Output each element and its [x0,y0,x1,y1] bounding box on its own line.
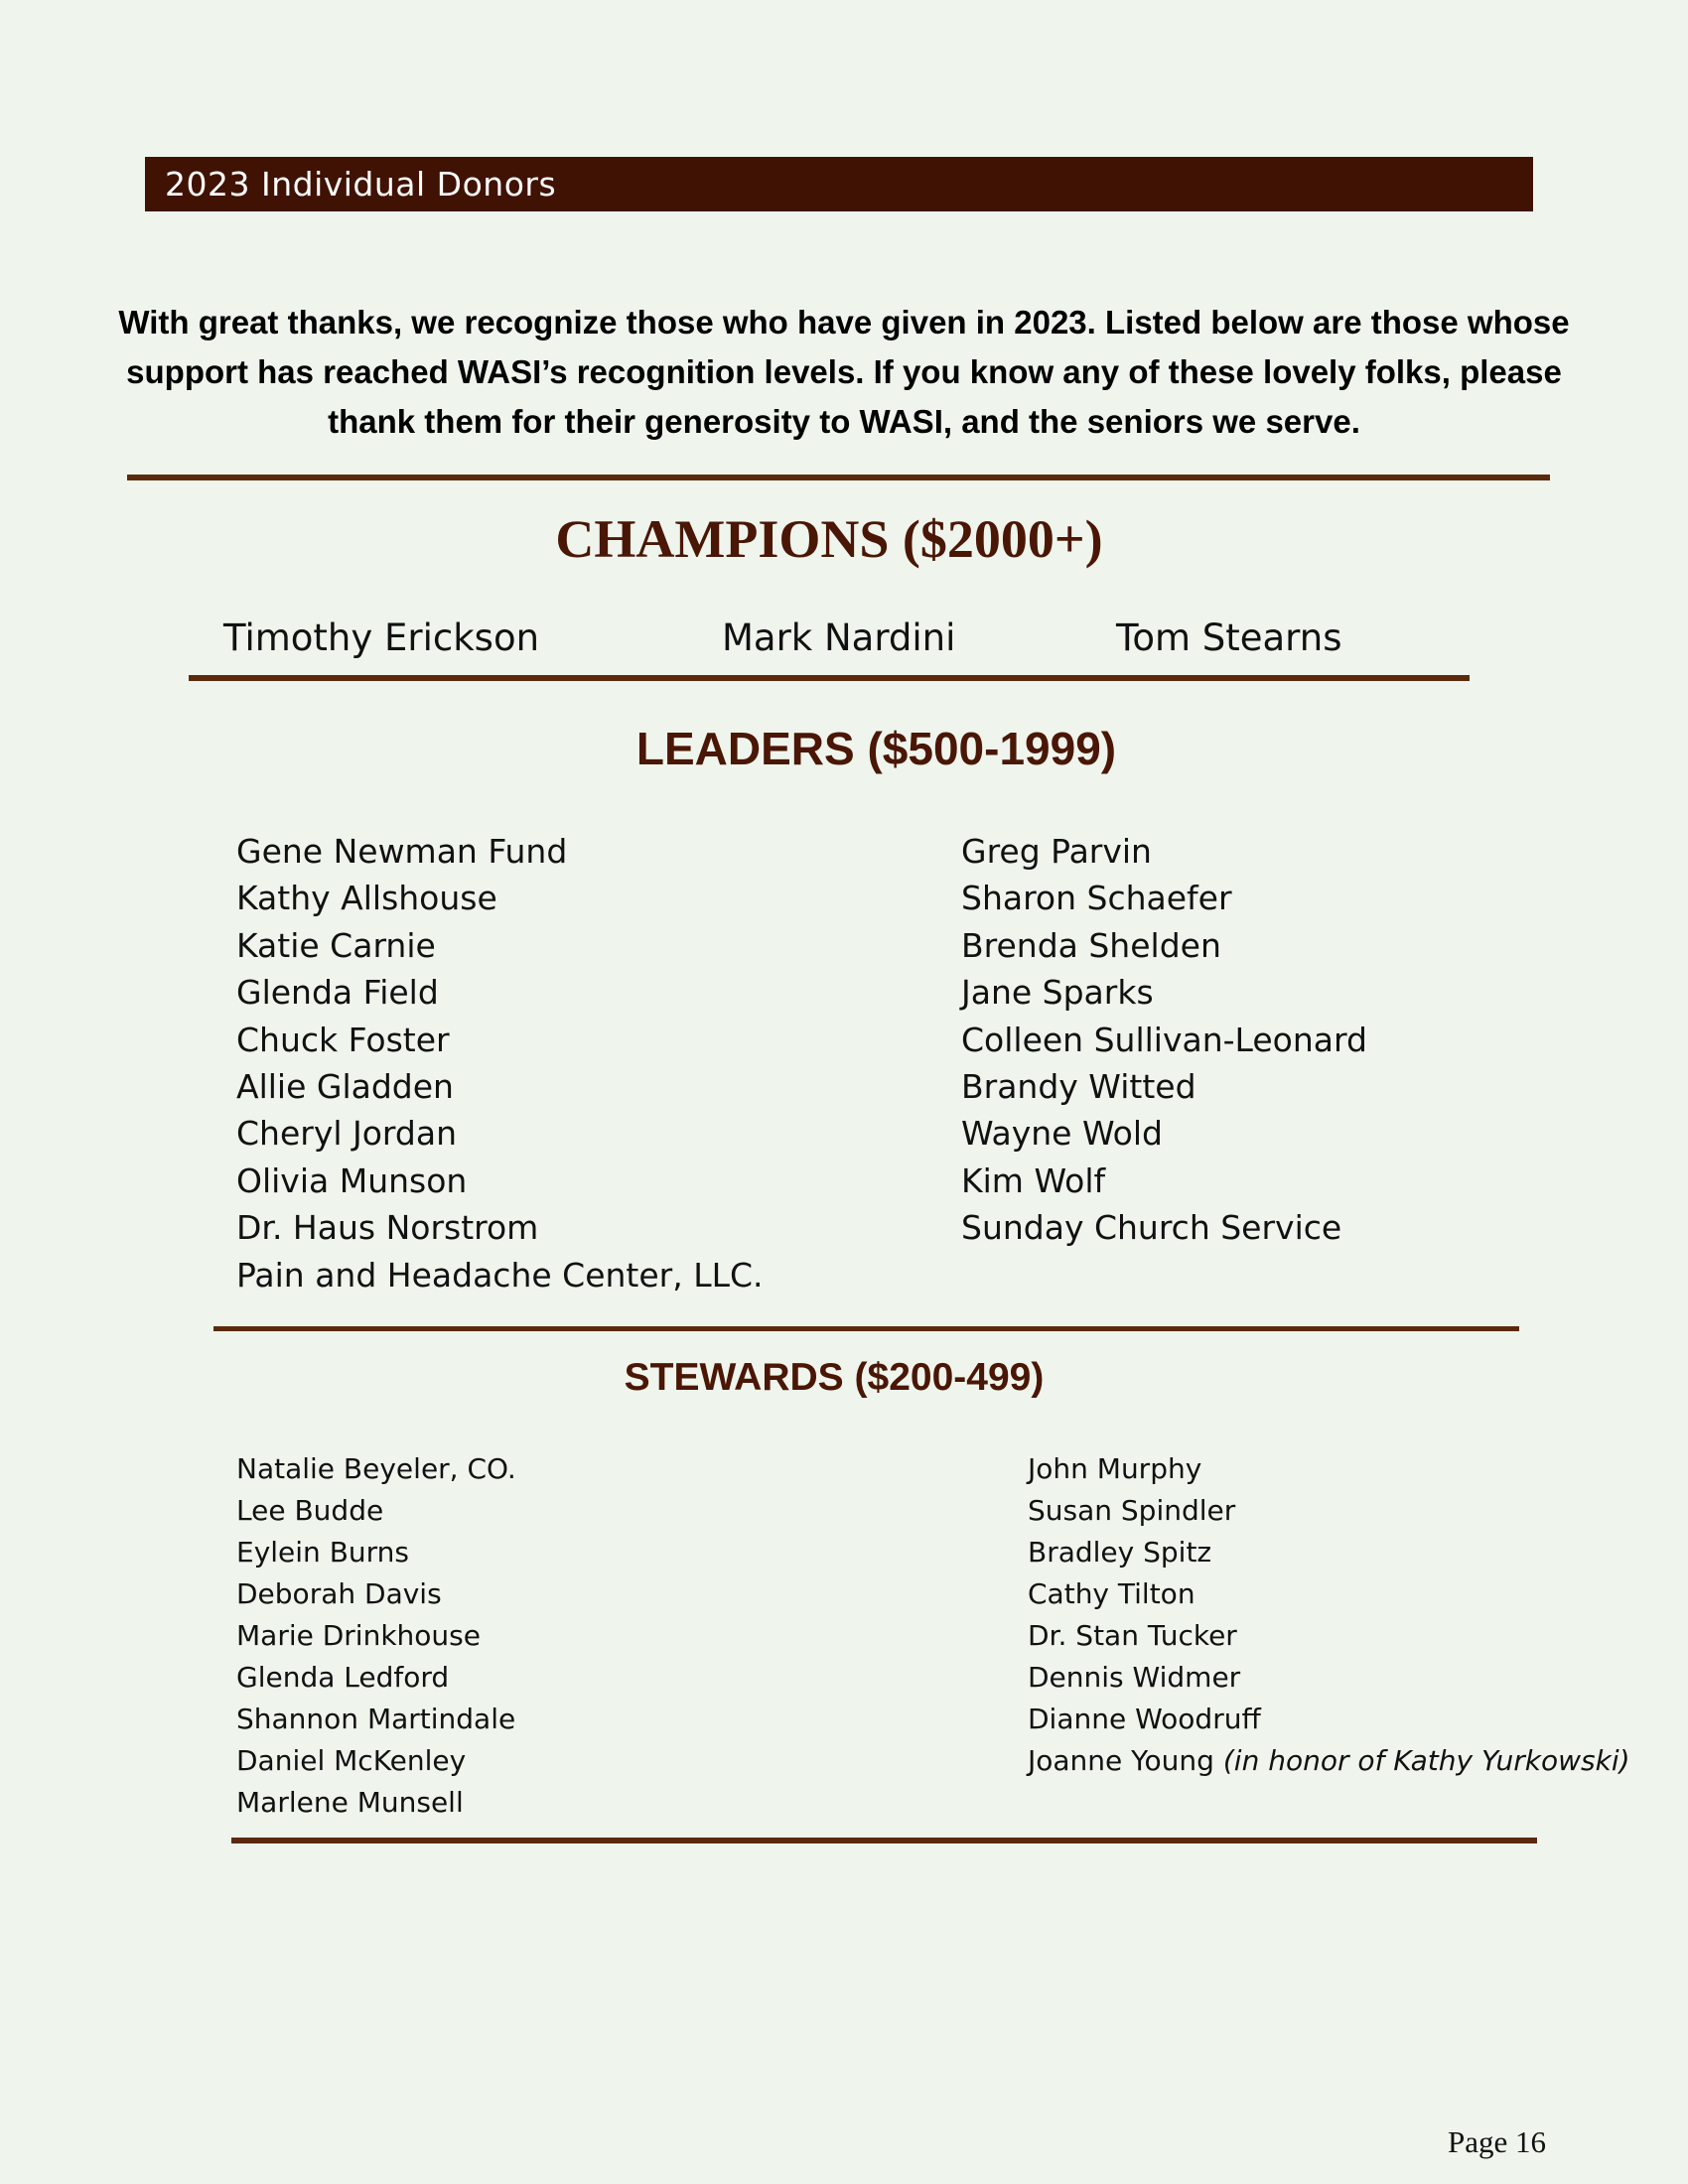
donor-name: Eylein Burns [236,1536,410,1569]
donor-name: Glenda Field [236,973,439,1013]
donor-name: Kathy Allshouse [236,879,497,918]
donor-name: Susan Spindler [1028,1494,1236,1527]
intro-paragraph [109,298,1579,447]
donor-name: Pain and Headache Center, LLC. [236,1255,764,1295]
donor-name: Dennis Widmer [1028,1661,1241,1694]
divider [127,475,1550,480]
donor-name: Cathy Tilton [1028,1577,1196,1610]
donor-name: Gene Newman Fund [236,832,568,871]
donor-name: Brenda Shelden [961,925,1221,965]
section-title: 2023 Individual Donors [165,165,557,204]
donor-name: Katie Carnie [236,925,436,965]
donor-name: Deborah Davis [236,1577,442,1610]
champion-name: Timothy Erickson [223,616,540,659]
donor-name: Cheryl Jordan [236,1114,458,1154]
donor-name: Kim Wolf [961,1160,1106,1200]
donor-name: Wayne Wold [961,1114,1163,1154]
divider [231,1838,1537,1843]
champions-heading: CHAMPIONS ($2000+) [555,509,1103,569]
donor-name: Glenda Ledford [236,1661,450,1694]
page-number: Page 16 [1448,2124,1547,2159]
stewards-list-right [1028,1448,1630,1782]
donor-name: Allie Gladden [236,1067,454,1107]
donor-name: Lee Budde [236,1494,384,1527]
champion-name: Tom Stearns [1116,616,1342,659]
donor-name: Dr. Haus Norstrom [236,1208,539,1248]
donor-name: Sharon Schaefer [961,879,1232,918]
donor-name: Marie Drinkhouse [236,1619,481,1652]
leaders-list-left [236,828,764,1298]
donor-name: Dr. Stan Tucker [1028,1619,1237,1652]
donor-name: Natalie Beyeler, CO. [236,1452,516,1485]
intro-line: support has reached WASI’s recognition levels. If you know any of these lovely folks, please [126,353,1562,390]
stewards-heading: STEWARDS ($200-499) [624,1356,1045,1399]
divider [189,675,1470,681]
donor-name: Colleen Sullivan-Leonard [961,1020,1367,1059]
donor-name: Brandy Witted [961,1067,1196,1107]
donor-name: Olivia Munson [236,1160,468,1200]
donor-name: Bradley Spitz [1028,1536,1212,1569]
intro-line: With great thanks, we recognize those who have given in 2023. Listed below are those whose [118,304,1570,341]
donor-name: Daniel McKenley [236,1744,467,1777]
donor-name: Marlene Munsell [236,1786,464,1819]
donor-name: Sunday Church Service [961,1208,1342,1248]
donor-dedication-note: (in honor of Kathy Yurkowski) [1222,1744,1630,1777]
divider [213,1326,1519,1331]
leaders-list-right [961,828,1367,1252]
donor-entry-with-note [1028,1740,1630,1782]
donor-name: Chuck Foster [236,1020,450,1059]
donor-name: Shannon Martindale [236,1703,516,1735]
donor-name: Dianne Woodruff [1028,1703,1261,1735]
donor-name: Joanne Young [1028,1744,1214,1777]
donor-name: Jane Sparks [961,973,1154,1013]
donor-name: John Murphy [1028,1452,1202,1485]
stewards-list-left [236,1448,516,1824]
intro-line: thank them for their generosity to WASI, and the seniors we serve. [328,403,1360,440]
champion-name: Mark Nardini [722,616,956,659]
donor-name: Greg Parvin [961,832,1152,871]
leaders-heading: LEADERS ($500-1999) [635,723,1117,774]
section-header-bar [145,157,1533,211]
